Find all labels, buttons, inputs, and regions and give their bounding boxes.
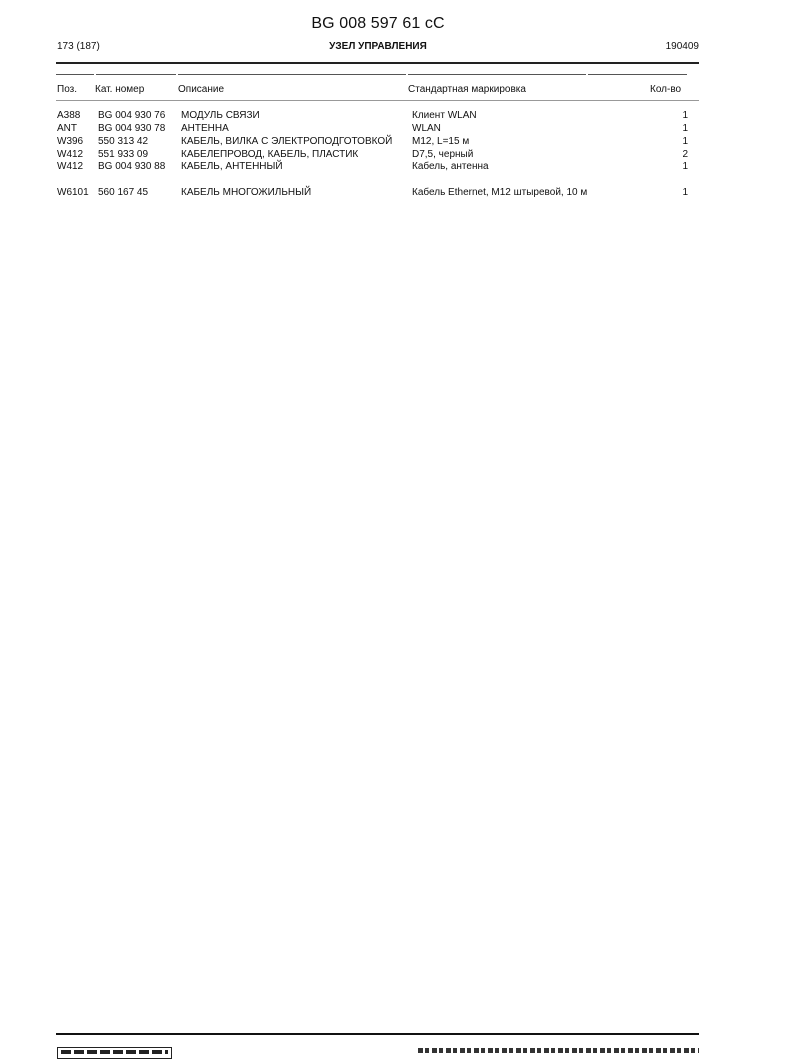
cell-quantity: 1 <box>682 187 688 198</box>
cell-pos: ANT <box>57 123 77 134</box>
column-header-catalog-number: Кат. номер <box>95 84 145 95</box>
doc-date: 190409 <box>665 41 699 52</box>
footer-rule <box>56 1033 699 1035</box>
page-ref: 173 (187) <box>57 41 100 52</box>
cell-description: КАБЕЛЬ, АНТЕННЫЙ <box>181 161 283 172</box>
column-rule <box>588 74 687 75</box>
cell-description: КАБЕЛЬ МНОГОЖИЛЬНЫЙ <box>181 187 312 198</box>
column-rule <box>408 74 586 75</box>
table-header-rule <box>56 100 699 101</box>
doc-number: BG 008 597 61 cC <box>311 15 445 32</box>
column-rule <box>178 74 406 75</box>
cell-pos: W396 <box>57 136 84 147</box>
section-title: УЗЕЛ УПРАВЛЕНИЯ <box>329 41 427 52</box>
cell-pos: W6101 <box>57 187 89 198</box>
company-logo <box>57 1047 172 1059</box>
cell-pos: A388 <box>57 110 81 121</box>
cell-description: АНТЕННА <box>181 123 229 134</box>
cell-description: КАБЕЛЕПРОВОД, КАБЕЛЬ, ПЛАСТИК <box>181 149 359 160</box>
column-header-pos: Поз. <box>57 84 77 95</box>
logo-band <box>61 1050 168 1054</box>
cell-quantity: 1 <box>682 161 688 172</box>
column-header-description: Описание <box>178 84 225 95</box>
column-header-standard-marking: Стандартная маркировка <box>408 84 526 95</box>
cell-standard-marking: D7,5, черный <box>412 149 474 160</box>
cell-standard-marking: WLAN <box>412 123 441 134</box>
cell-pos: W412 <box>57 149 84 160</box>
cell-catalog-number: BG 004 930 88 <box>98 161 166 172</box>
cell-standard-marking: M12, L=15 м <box>412 136 470 147</box>
cell-quantity: 1 <box>682 123 688 134</box>
cell-catalog-number: BG 004 930 78 <box>98 123 166 134</box>
cell-description: МОДУЛЬ СВЯЗИ <box>181 110 260 121</box>
header-rule <box>56 62 699 64</box>
cell-catalog-number: 560 167 45 <box>98 187 149 198</box>
cell-standard-marking: Кабель Ethernet, M12 штыревой, 10 м <box>412 187 588 198</box>
cell-description: КАБЕЛЬ, ВИЛКА С ЭЛЕКТРОПОДГОТОВКОЙ <box>181 136 393 147</box>
column-rule <box>96 74 176 75</box>
cell-quantity: 2 <box>682 149 688 160</box>
cell-standard-marking: Кабель, антенна <box>412 161 489 172</box>
cell-catalog-number: BG 004 930 76 <box>98 110 166 121</box>
cell-standard-marking: Клиент WLAN <box>412 110 477 121</box>
cell-pos: W412 <box>57 161 84 172</box>
cell-quantity: 1 <box>682 110 688 121</box>
cell-quantity: 1 <box>682 136 688 147</box>
footer-copyright-fragment <box>418 1048 699 1053</box>
cell-catalog-number: 551 933 09 <box>98 149 149 160</box>
column-header-quantity: Кол-во <box>650 84 682 95</box>
cell-catalog-number: 550 313 42 <box>98 136 149 147</box>
column-rule <box>56 74 94 75</box>
